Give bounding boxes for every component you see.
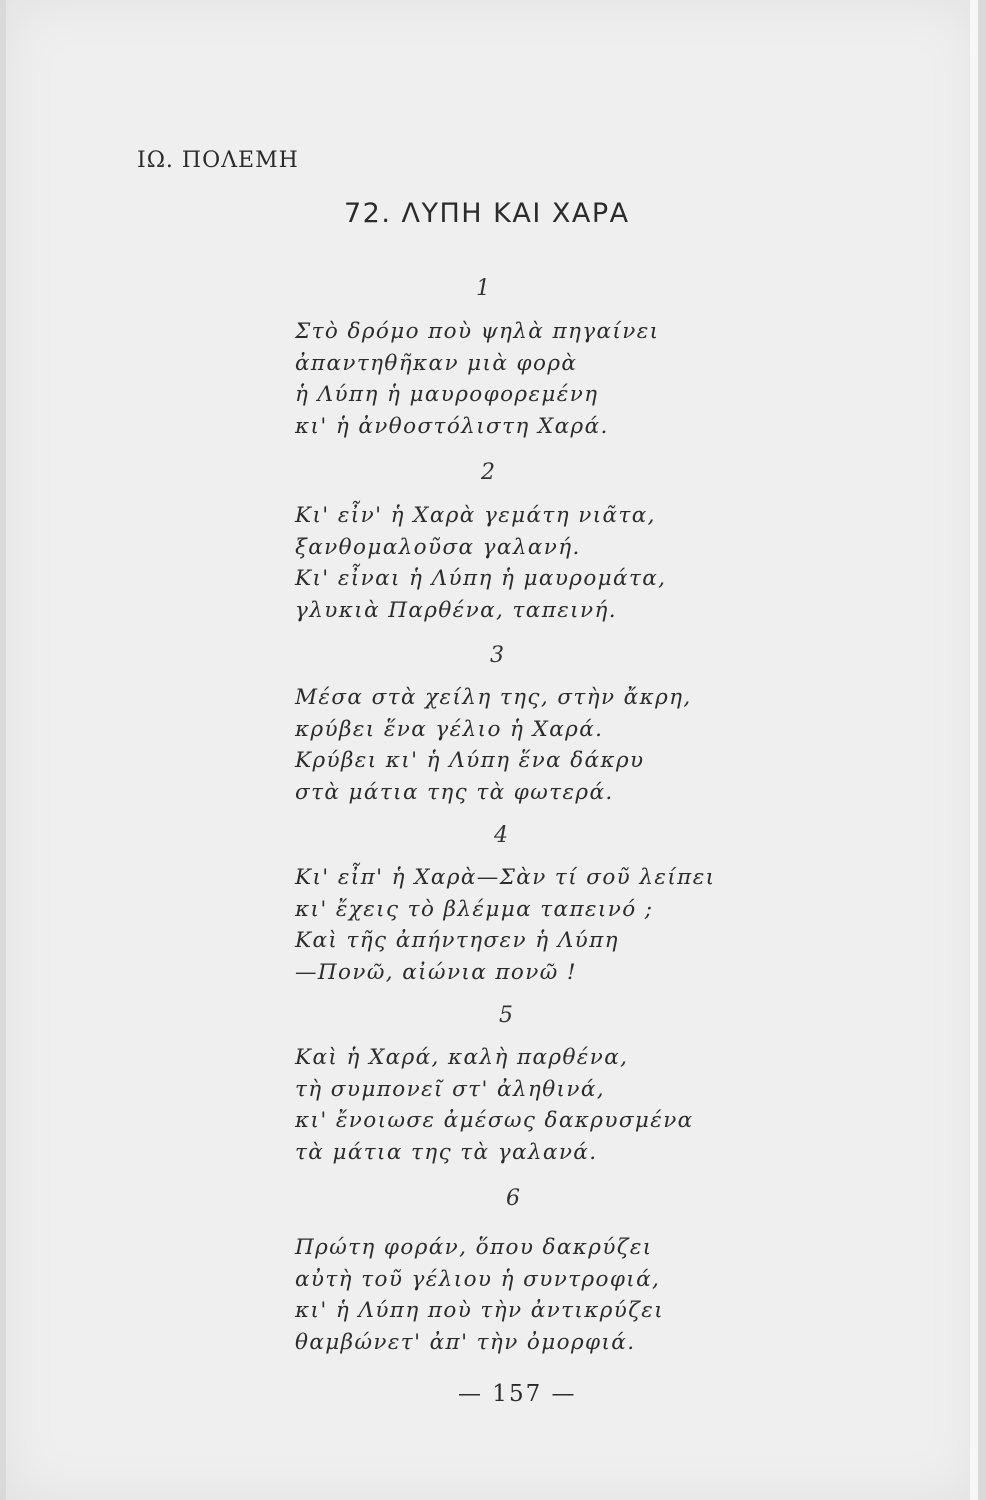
verse-line: κι' ἔχεις τὸ βλέμμα ταπεινό ; — [295, 896, 654, 922]
verse-line: ἀπαντηθῆκαν μιὰ φορὰ — [295, 350, 578, 376]
stanza — [295, 1232, 755, 1358]
page-number: — 157 — — [458, 1381, 577, 1407]
verse-line: Πρώτη φοράν, ὅπου δακρύζει — [295, 1235, 653, 1260]
stanza-number: 3 — [490, 643, 504, 668]
verse-line: θαμβώνετ' ἀπ' τὴν ὀμορφιά. — [295, 1329, 636, 1355]
stanza-number: 4 — [494, 823, 508, 848]
verse-line: στὰ μάτια της τὰ φωτερά. — [295, 779, 614, 805]
stanza — [295, 1042, 755, 1168]
stanza — [295, 316, 755, 442]
poem-title: 72. ΛΥΠΗ ΚΑΙ ΧΑΡΑ — [344, 198, 630, 229]
verse-line: —Πονῶ, αἰώνια πονῶ ! — [295, 959, 577, 985]
stanza-number: 6 — [506, 1186, 520, 1211]
verse-line: τὴ συμπονεῖ στ' ἀληθινά, — [295, 1076, 606, 1102]
verse-line: Κι' εἶναι ἡ Λύπη ἡ μαυρομάτα, — [295, 566, 667, 591]
verse-line: γλυκιὰ Παρθένα, ταπεινή. — [295, 597, 617, 623]
stanza — [295, 862, 755, 988]
verse-line: αὐτὴ τοῦ γέλιου ἡ συντροφιά, — [295, 1266, 661, 1292]
verse-line: Κρύβει κι' ἡ Λύπη ἕνα δάκρυ — [295, 748, 645, 773]
verse-line: κι' ἡ Λύπη ποὺ τὴν ἀντικρύζει — [295, 1298, 665, 1323]
verse-line: κι' ἡ ἀνθοστόλιστη Χαρά. — [295, 413, 609, 439]
verse-line: ἡ Λύπη ἡ μαυροφορεμένη — [295, 382, 599, 407]
verse-line: τὰ μάτια της τὰ γαλανά. — [295, 1139, 598, 1165]
verse-line: Καὶ τῆς ἀπήντησεν ἡ Λύπη — [295, 928, 619, 953]
verse-line: κρύβει ἕνα γέλιο ἡ Χαρά. — [295, 716, 604, 742]
book-page — [6, 0, 978, 1500]
stanza — [295, 500, 755, 626]
running-head-author: ΙΩ. ΠΟΛΕΜΗ — [137, 148, 299, 173]
stanza-number: 5 — [499, 1003, 513, 1028]
page-edge — [970, 0, 978, 1500]
verse-line: Καὶ ἡ Χαρά, καλὴ παρθένα, — [295, 1045, 629, 1070]
stanza-number: 2 — [481, 460, 495, 485]
verse-line: ξανθομαλοῦσα γαλανή. — [295, 534, 581, 560]
stanza — [295, 682, 755, 808]
verse-line: Μέσα στὰ χείλη της, στὴν ἄκρη, — [295, 685, 692, 710]
verse-line: Κι' εἶν' ἡ Χαρὰ γεμάτη νιᾶτα, — [295, 503, 656, 528]
verse-line: Στὸ δρόμο ποὺ ψηλὰ πηγαίνει — [295, 319, 660, 344]
verse-line: κι' ἔνοιωσε ἀμέσως δακρυσμένα — [295, 1108, 694, 1133]
stanza-number: 1 — [476, 276, 490, 301]
verse-line: Κι' εἶπ' ἡ Χαρὰ—Σὰν τί σοῦ λείπει — [295, 865, 716, 890]
